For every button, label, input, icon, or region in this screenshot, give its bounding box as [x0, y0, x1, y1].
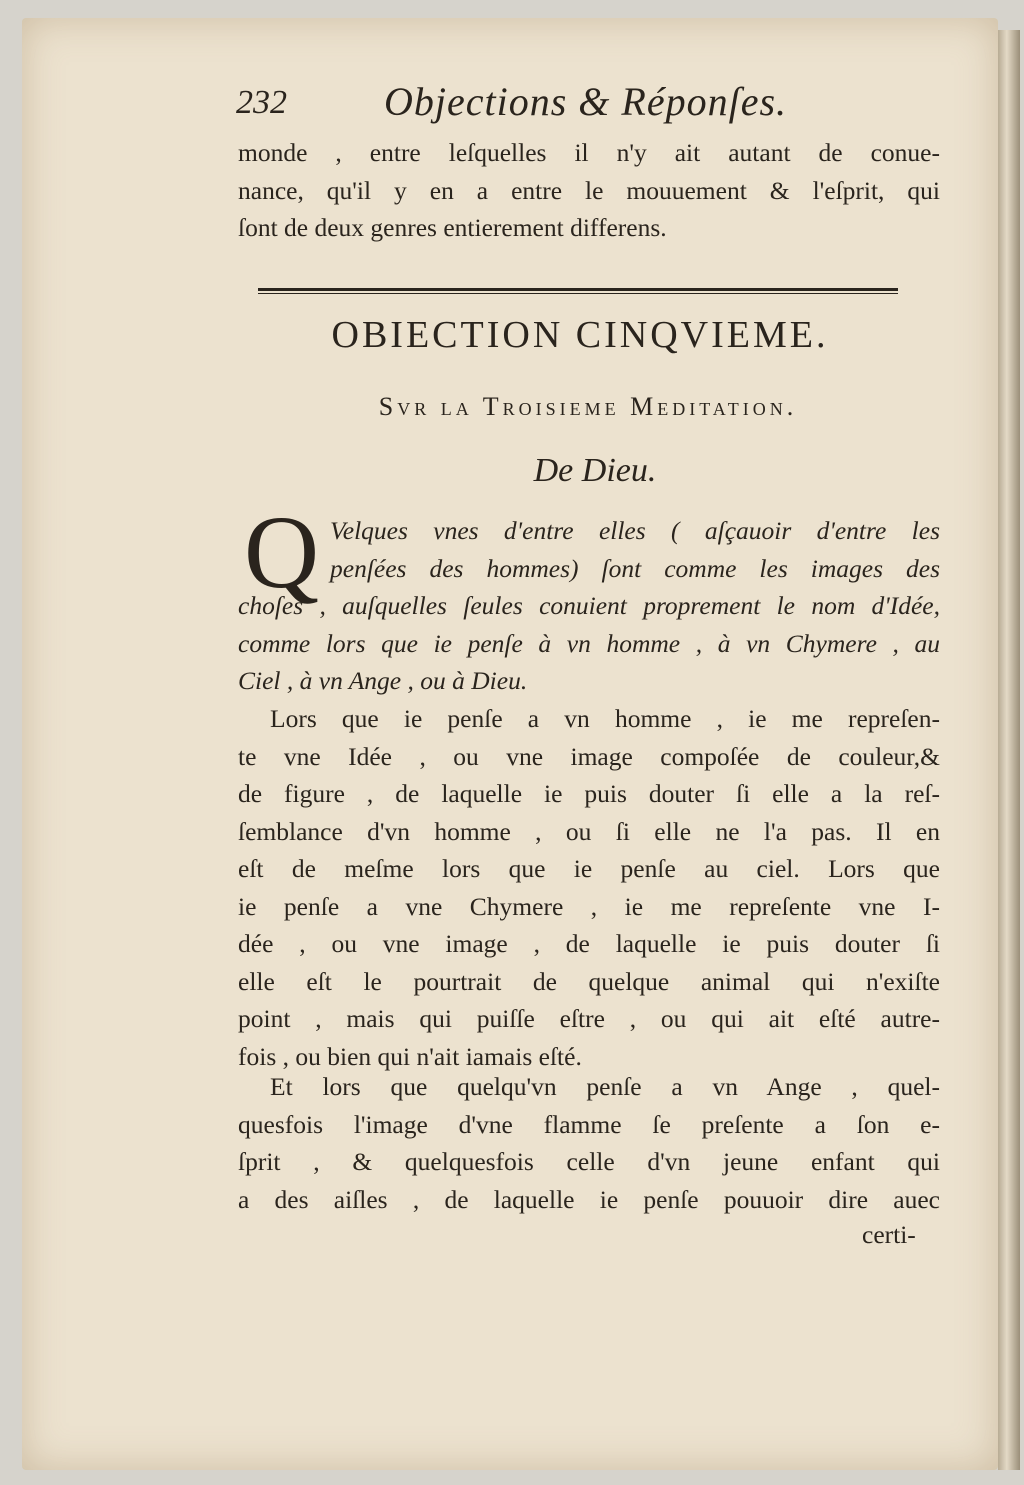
- text-line: ſprit , & quelquesfois celle d'vn jeune enfant qui: [238, 1147, 940, 1176]
- paragraph-1: [238, 587, 940, 700]
- text-line: ie penſe a vne Chymere , ie me repreſente vne I-: [238, 891, 940, 921]
- page-edge: [998, 30, 1020, 1470]
- text-line: Velques vnes d'entre elles ( aſçauoir d'entre les: [330, 516, 940, 545]
- drop-cap: Q: [244, 495, 320, 610]
- text-line: comme lors que ie penſe à vn homme , à vn Chymere , au: [238, 628, 940, 658]
- text-line: te vne Idée , ou vne image compoſée de couleur,&: [238, 741, 940, 771]
- running-title: Objections & Réponſes.: [384, 79, 788, 124]
- text-line: point , mais qui puiſſe eſtre , ou qui ait eſté autre-: [238, 1004, 940, 1033]
- section-divider-thin: [258, 293, 898, 294]
- text-line: Et lors que quelqu'vn penſe a vn Ange , quel-: [270, 1072, 940, 1101]
- text-line: monde , entre leſquelles il n'y ait autant de conue-: [238, 138, 940, 167]
- text-line: eſt de meſme lors que ie penſe au ciel. Lors que: [238, 854, 940, 883]
- page-header: [236, 78, 936, 128]
- text-line: choſes , auſquelles ſeules conuient proprement le nom d'Idée,: [238, 591, 940, 620]
- text-line: Ciel , à vn Ange , ou à Dieu.: [238, 666, 528, 695]
- text-line: fois , ou bien qui n'ait iamais eſté.: [238, 1041, 582, 1071]
- paragraph-1-indented: [330, 512, 940, 587]
- text-line: penſées des hommes) ſont comme les images des: [330, 553, 940, 583]
- text-line: quesfois l'image d'vne flamme ſe preſente a ſon e-: [238, 1109, 940, 1139]
- top-paragraph: [238, 134, 940, 247]
- text-line: ſemblance d'vn homme , ou ſi elle ne l'a pas. Il en: [238, 816, 940, 846]
- paragraph-2: [238, 700, 940, 1075]
- section-divider: [258, 288, 898, 291]
- text-line: nance, qu'il y en a entre le mouuement & l'eſprit, qui: [238, 175, 940, 205]
- meditation-subtitle: Svr la Troisieme Meditation.: [378, 392, 798, 421]
- objection-title: OBIECTION CINQVIEME.: [331, 314, 829, 356]
- text-line: Lors que ie penſe a vn homme , ie me repreſen-: [270, 704, 940, 733]
- page-number: 232: [236, 84, 287, 121]
- text-line: ſont de deux genres entierement differens.: [238, 213, 667, 242]
- text-line: dée , ou vne image , de laquelle ie puis douter ſi: [238, 929, 940, 958]
- paragraph-3: [238, 1068, 940, 1218]
- section-title: De Dieu.: [533, 452, 657, 489]
- text-line: elle eſt le pourtrait de quelque animal qui n'exiſte: [238, 966, 940, 996]
- catchword: certi-: [862, 1220, 916, 1249]
- text-line: de figure , de laquelle ie puis douter ſi elle a la reſ-: [238, 779, 940, 808]
- text-line: a des aiſles , de laquelle ie penſe pouuoir dire auec: [238, 1184, 940, 1214]
